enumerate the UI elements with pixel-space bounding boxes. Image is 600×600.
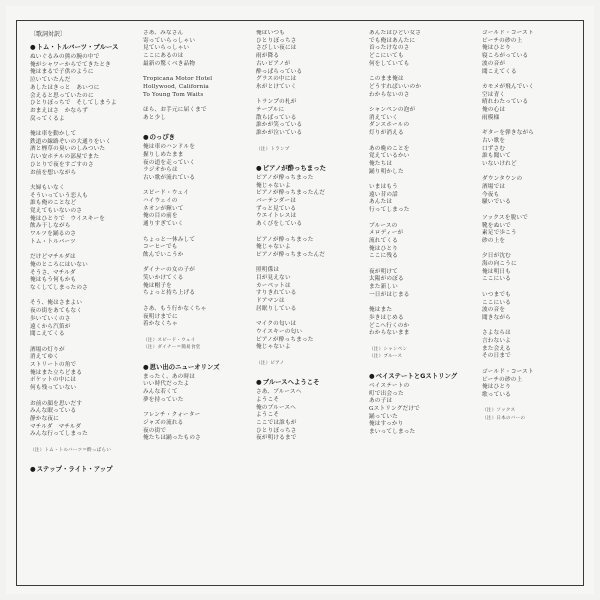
lyric-line: ちょっと持ち上げる xyxy=(143,290,196,297)
lyric-line: 氷がとけていく xyxy=(256,83,297,90)
lyric-line: 覚えているかい xyxy=(369,153,410,160)
lyric-line: 夜の街をあてもなく xyxy=(30,308,83,315)
lyric-line: 俺はまた xyxy=(369,307,393,314)
lyric-line: ダンスホールの xyxy=(369,122,410,129)
lyric-line: 遠い昔の話 xyxy=(369,191,398,198)
lyric-line: そういっていう恋人も xyxy=(30,192,88,199)
stanza-break xyxy=(30,339,130,347)
lyric-line: ひとりで夜をすごすのさ xyxy=(30,161,94,168)
lyric-line: みんな眠っている xyxy=(30,408,77,415)
stanza-break xyxy=(369,215,469,223)
lyric-line: 古い歌が流れている xyxy=(143,174,196,181)
song-title: ● のっぴき xyxy=(143,133,243,142)
lyric-line: 流れてくる xyxy=(369,237,398,244)
lyric-line: 首ったけなのさ xyxy=(369,45,410,52)
lyric-line: 寝ころがっている xyxy=(482,53,529,60)
lyric-line: 夕日が沈む xyxy=(482,253,511,260)
translator-note: （注）ピアノ xyxy=(256,360,285,366)
stanza-break xyxy=(143,99,243,107)
lyric-line: 靴をぬいで xyxy=(482,222,511,229)
lyric-line: トランプの札が xyxy=(256,99,297,106)
lyric-line: マチルダ マチルダ xyxy=(30,423,82,430)
lyric-line: あくびをしている xyxy=(256,221,303,228)
lyric-line: ウイスキーの匂い xyxy=(256,328,303,335)
lyric-line: ちょっと一休みして xyxy=(143,236,196,243)
song-title: ● ピアノが酔っちまった xyxy=(256,164,356,173)
lyric-line: すりきれている xyxy=(256,290,297,297)
lyric-line: このまま俺は xyxy=(369,76,404,83)
lyric-line: 酒場の灯りが xyxy=(30,346,65,353)
lyric-line: 俺の心は xyxy=(482,107,506,114)
lyric-line: 俺はまるで子供のように xyxy=(30,69,94,76)
lyric-line: ひとりぼっちで そしてしまうよ xyxy=(30,100,117,107)
lyric-line: そう、俺はさまよい xyxy=(30,300,83,307)
lyric-line: 波の音を xyxy=(482,307,506,314)
lyric-line: メロディーが xyxy=(369,230,404,237)
lyric-line: 古い歌を xyxy=(482,137,506,144)
lyric-line: 何も残っていない xyxy=(30,385,77,392)
lyric-line: 俺がシャワーからでてきたとき xyxy=(30,61,111,68)
song-title: ● ブルースへようこそ xyxy=(256,378,356,387)
lyric-line: カーペットは xyxy=(256,282,291,289)
lyric-line: マイクの匂いは xyxy=(256,321,297,328)
translator-note: （注）トム・トルバーツ＝酔っぱらい xyxy=(30,447,111,453)
lyric-line: また新しい xyxy=(369,284,398,291)
lyric-line: 最新の驚くべき品物 xyxy=(143,60,196,67)
lyric-line: わからないまま xyxy=(369,330,410,337)
lyric-line: 消えていく xyxy=(369,114,398,121)
lyric-line: わからないのさ xyxy=(369,91,410,98)
lyric-line: Gストリングだけで xyxy=(369,405,420,412)
lyric-line: ビーチの砂の上 xyxy=(482,37,523,44)
lyric-line: あと少し xyxy=(143,114,167,121)
stanza-break xyxy=(369,361,469,369)
lyric-line: 夢を持っていた xyxy=(143,396,184,403)
lyric-line: 夜が明けるまで xyxy=(256,435,297,442)
lyric-line: Hollywood, California xyxy=(143,83,209,90)
lyric-line: いつまでも xyxy=(482,291,511,298)
lyric-line: 行ってしまった xyxy=(369,207,410,214)
lyric-line: 口ずさむ xyxy=(482,145,506,152)
lyric-line: 誰も俺のことなど xyxy=(30,200,77,207)
lyric-line: 言わないよ xyxy=(482,338,511,345)
stanza-break xyxy=(256,229,356,237)
stanza-break xyxy=(369,138,469,146)
lyric-line: 着かなくちゃ xyxy=(143,321,178,328)
lyric-line: 照明係は xyxy=(256,267,280,274)
translator-note: （注）シャンペン xyxy=(369,346,408,352)
stanza-break xyxy=(482,207,582,215)
lyric-line: 見ていらっしゃい xyxy=(143,45,190,52)
lyric-line: 波の音が xyxy=(482,60,506,67)
lyric-line: 古い安ホテルの部屋でまた xyxy=(30,154,100,161)
stanza-break xyxy=(30,393,130,401)
section-bracket-label: 〔歌詞対訳〕 xyxy=(30,31,67,38)
lyric-line: 太陽がのぼる xyxy=(369,276,404,283)
lyric-line: ずっと見ている xyxy=(256,205,297,212)
lyric-line: いないけれど xyxy=(482,160,517,167)
lyric-line: 俺はもう何もかも xyxy=(30,277,77,284)
lyric-line: 夜の街で xyxy=(143,427,167,434)
lyric-line: 俺じゃないよ xyxy=(256,344,291,351)
lyric-line: 握りしめたまま xyxy=(143,151,184,158)
lyric-line: ゴールド・コースト xyxy=(482,368,534,375)
lyric-line: あの晩のことを xyxy=(369,145,410,152)
stanza-break xyxy=(482,122,582,130)
lyric-line: 夫婦もいなく xyxy=(30,184,65,191)
lyric-line: 俺たちは踊ったものさ xyxy=(143,435,201,442)
lyric-line: 誰も聞いて xyxy=(482,153,511,160)
lyrics-sheet xyxy=(6,6,594,594)
lyric-line: ストリートの角で xyxy=(30,362,77,369)
lyric-line: あしたはきっと あいつに xyxy=(30,84,100,91)
lyric-line: トム・トルバーツ xyxy=(30,238,76,245)
lyric-line: また会える xyxy=(482,345,511,352)
lyric-line: いまはもう xyxy=(369,184,398,190)
lyric-line: あんたはひどい女さ xyxy=(369,30,422,36)
lyric-line: 俺は帽子を xyxy=(143,282,172,289)
lyric-line: 灯りが消える xyxy=(369,130,404,137)
lyric-line: ようこそ xyxy=(256,412,280,419)
lyric-line: 素足で歩こう xyxy=(482,230,517,237)
lyric-line: 俺のところにはいない xyxy=(30,261,88,268)
stanza-break xyxy=(143,352,243,360)
lyric-line: その日まで xyxy=(482,353,511,360)
lyric-line: 今夜も xyxy=(482,191,500,198)
lyric-line: ひとりぼっちさ xyxy=(256,37,297,44)
lyric-line: ほら、お手元に届くまで xyxy=(143,107,207,113)
lyrics-column-4 xyxy=(369,30,469,580)
song-title: ● 思い出のニューオリンズ xyxy=(143,363,243,372)
lyric-line: ウエイトレスは xyxy=(256,213,297,220)
lyric-line: フレンチ・クォーター xyxy=(143,412,201,419)
lyric-line: どこにいても xyxy=(369,53,404,60)
lyric-line: 俺は車を動かして xyxy=(30,131,77,138)
lyric-line: ドアマンは xyxy=(256,298,285,305)
lyric-line: 遠くから汽笛が xyxy=(30,323,71,330)
lyric-line: 一日がはじまる xyxy=(369,291,410,298)
lyric-line: ぬいぐるみの熊の腕の中で xyxy=(30,54,100,60)
lyric-line: グラスの中には xyxy=(256,76,297,83)
lyrics-column-5 xyxy=(482,30,582,580)
song-title: ● トム・トルバーツ・ブルース xyxy=(30,43,130,52)
lyric-line: 俺の目の前を xyxy=(143,213,178,220)
lyric-line: でも俺はあんたに xyxy=(369,37,416,44)
lyric-line: 夜明けまでに xyxy=(143,313,178,320)
stanza-break xyxy=(30,123,130,131)
lyric-line: さあ、みなさん xyxy=(143,30,184,36)
lyric-line: 俺はいつも xyxy=(256,30,285,36)
lyric-line: 散らばっている xyxy=(256,114,297,121)
lyric-line: 俺はひとり xyxy=(482,384,511,391)
lyric-line: ピアノが酔っちまったんだ xyxy=(256,251,326,258)
stanza-break xyxy=(256,352,356,360)
stanza-break xyxy=(30,439,130,447)
lyric-line: お前を想いながら xyxy=(30,169,77,176)
translator-note: （注）トランプ xyxy=(256,146,290,152)
lyric-line: ハイウェイの xyxy=(143,198,178,204)
lyric-line: 俺は車のハンドルを xyxy=(143,144,196,151)
lyric-line: さよならは xyxy=(482,330,511,337)
lyric-line: 会えると思っていたのに xyxy=(30,92,94,99)
lyric-line: ここに残る xyxy=(369,253,398,260)
lyric-line: バーテンダーは xyxy=(256,198,297,205)
lyric-line: さびしい夜には xyxy=(256,45,297,52)
lyric-line: どこへ行くのか xyxy=(369,322,410,329)
lyric-line: いい時代だったよ xyxy=(143,381,190,388)
lyric-line: 歌っている xyxy=(482,391,511,398)
lyric-line: 戻ってくるよ xyxy=(30,115,65,122)
lyric-line: 雨模様 xyxy=(482,114,500,121)
lyric-line: テーブルに xyxy=(256,107,285,114)
stanza-break xyxy=(369,261,469,269)
lyric-line: ピアノが酔っちまった xyxy=(256,236,314,243)
stanza-break xyxy=(482,400,582,408)
lyric-line: あんたは xyxy=(369,199,393,206)
lyric-line: どうすればいいのか xyxy=(369,83,422,90)
translator-note: （注）スピード・ウェイ xyxy=(143,337,196,343)
lyric-line: 酒場では xyxy=(482,184,506,191)
lyric-line: さあ、もう行かなくちゃ xyxy=(143,305,207,312)
lyric-line: 俺はすっかり xyxy=(369,421,404,428)
lyric-line: 聞きながら xyxy=(482,314,511,321)
lyric-line: スピード・ウェイ xyxy=(143,190,189,197)
stanza-break xyxy=(482,284,582,292)
lyric-line: 俺はまた立ちどまる xyxy=(30,369,83,376)
lyric-line: お前の顔を思いだす xyxy=(30,400,83,407)
lyric-line: ひとりぼっちさ xyxy=(256,427,297,434)
lyric-line: みんな若くて xyxy=(143,389,178,396)
lyric-line: みんな行ってしまった xyxy=(30,431,88,438)
stanza-break xyxy=(256,138,356,146)
lyric-line: ダイナーの女の子が xyxy=(143,267,196,274)
lyric-line: ビーチの砂の上 xyxy=(482,376,523,383)
lyric-line: ベイステートの xyxy=(369,382,410,389)
lyrics-column-1 xyxy=(30,30,130,580)
lyric-line: 騒いでいる xyxy=(482,199,511,206)
lyric-line: ギターを弾きながら xyxy=(482,130,535,137)
lyric-line: ソックスを脱いで xyxy=(482,214,529,221)
stanza-break xyxy=(30,177,130,185)
lyric-line: 歩いていくのさ xyxy=(30,315,71,322)
stanza-break xyxy=(256,367,356,375)
lyric-line: 俺はひとり xyxy=(482,45,511,52)
stanza-break xyxy=(143,298,243,306)
stanza-break xyxy=(143,229,243,237)
lyric-line: 目が見えない xyxy=(256,275,291,282)
lyric-line: 酔っぱらっている xyxy=(256,68,303,75)
lyric-line: コーヒーでも xyxy=(143,244,178,251)
lyric-line: ピアノが酔っちまった xyxy=(256,174,314,181)
stanza-break xyxy=(30,454,130,462)
lyric-line: まいってしまった xyxy=(369,429,416,436)
stanza-break xyxy=(143,69,243,77)
lyric-line: 覚えてもいないのさ xyxy=(30,208,83,215)
lyric-line: 俺のブルースへ xyxy=(256,404,297,411)
lyric-line: 古いピアノが xyxy=(256,60,291,67)
lyric-line: 踊り明かした xyxy=(369,168,404,175)
lyric-line: 俺はひとりで ウイスキーを xyxy=(30,215,106,222)
lyric-line: ここにいる xyxy=(482,299,511,306)
lyric-line: 空は青く xyxy=(482,91,506,98)
lyric-line: ようこそ xyxy=(256,396,280,403)
lyric-line: 消えてゆく xyxy=(30,354,59,361)
lyrics-column-3 xyxy=(256,30,356,580)
lyric-line: 砂の上を xyxy=(482,237,506,244)
lyric-line: 誰かが笑っている xyxy=(256,122,303,129)
lyric-line: カモメが飛んでいく xyxy=(482,83,535,90)
lyric-line: 飲み干しながら xyxy=(30,223,71,230)
translator-note: （注）ブルース xyxy=(369,354,403,360)
lyric-line: ここにいる xyxy=(482,276,511,283)
lyric-line: ワルツを踊るのさ xyxy=(30,231,77,238)
song-title: ● ステップ・ライト・アップ xyxy=(30,465,130,474)
lyric-line: ゴールド・コースト xyxy=(482,30,534,36)
lyric-line: 泣いていたんだ xyxy=(30,77,71,84)
lyric-line: 飲んでいこうか xyxy=(143,251,184,258)
lyric-line: 酒と煙草の臭いのしみついた xyxy=(30,146,106,153)
lyric-line: 歩きはじめる xyxy=(369,314,404,321)
lyric-line: 聞こえてくる xyxy=(30,331,65,338)
lyric-line: 俺はひとり xyxy=(369,245,398,252)
stanza-break xyxy=(369,338,469,346)
lyric-line: 俺じゃないよ xyxy=(256,244,291,251)
lyric-line: Tropicana Motor Hotel xyxy=(143,76,213,83)
lyric-line: だけどマチルダは xyxy=(30,254,76,261)
lyric-line: まったく、あの時は xyxy=(143,373,196,380)
lyric-line: 俺たちは xyxy=(369,160,393,167)
lyric-line: 何をしていても xyxy=(369,60,410,67)
lyric-line: 鉄道の線路ぞいの大通りをいく xyxy=(30,138,112,145)
lyric-line: シャンペンの泡が xyxy=(369,107,416,113)
lyric-line: 笑いかけてくる xyxy=(143,275,184,281)
lyric-line: さあ、ブルースへ xyxy=(256,389,302,396)
lyric-line: 俺じゃないよ xyxy=(256,182,291,189)
song-title: ● ベイステートとGストリング xyxy=(369,372,469,381)
lyric-line: 聞こえてくる xyxy=(482,68,517,75)
lyric-line: 雨が降る xyxy=(256,53,280,60)
lyric-line: ピアノが酔っちまった xyxy=(256,336,314,343)
lyric-line: To Young Tom Waits xyxy=(143,91,204,98)
lyric-line: 踊っていた xyxy=(369,413,398,420)
lyric-line: 誰かが泣いている xyxy=(256,130,303,137)
lyric-line: おまえはさ かならず xyxy=(30,107,88,114)
lyric-line: 俺は明日も xyxy=(482,268,511,275)
lyric-line: 晴れわたっている xyxy=(482,99,529,106)
translator-note: （注）日本のバーの xyxy=(482,416,526,422)
translator-note: （注）ダイナー＝簡易食堂 xyxy=(143,345,201,351)
stanza-break xyxy=(369,99,469,107)
lyric-line: ピアノが酔っちまったんだ xyxy=(256,190,326,197)
lyric-line: 町で出会った xyxy=(369,390,404,397)
stanza-break xyxy=(369,176,469,184)
lyric-line: 通りすぎていく xyxy=(143,221,184,228)
lyric-line: 居眠りしている xyxy=(256,305,297,312)
translator-note: （注）ソックス xyxy=(482,408,516,414)
lyric-line: そうさ、マチルダ xyxy=(30,269,76,276)
lyric-line: ポケットの中には xyxy=(30,377,77,384)
stanza-break xyxy=(143,329,243,337)
lyric-line: 夜の道を走っていく xyxy=(143,159,196,166)
lyric-line: ブルースの xyxy=(369,222,398,229)
lyric-line: ラジオからは xyxy=(143,167,178,174)
lyric-line: 海の向こうに xyxy=(482,261,517,268)
lyric-line: 寄っていらっしゃい xyxy=(143,37,196,44)
lyric-line: ここでは誰もが xyxy=(256,419,297,426)
lyric-line: 夜が明けて xyxy=(369,268,398,275)
lyric-line: 静かな夜に xyxy=(30,415,59,422)
stanza-break xyxy=(256,153,356,161)
stanza-break xyxy=(482,76,582,84)
lyrics-column-2 xyxy=(143,30,243,580)
lyric-line: ネオンが輝いて xyxy=(143,205,184,212)
stanza-break xyxy=(482,361,582,369)
lyric-line: ダウンタウンの xyxy=(482,176,523,183)
lyric-line: あの子は xyxy=(369,398,393,405)
lyric-line: ここにあるのは xyxy=(143,53,184,60)
stanza-break xyxy=(143,122,243,130)
lyric-line: ジャズの流れる xyxy=(143,419,184,426)
lyric-line: なくしてしまったのさ xyxy=(30,285,88,292)
